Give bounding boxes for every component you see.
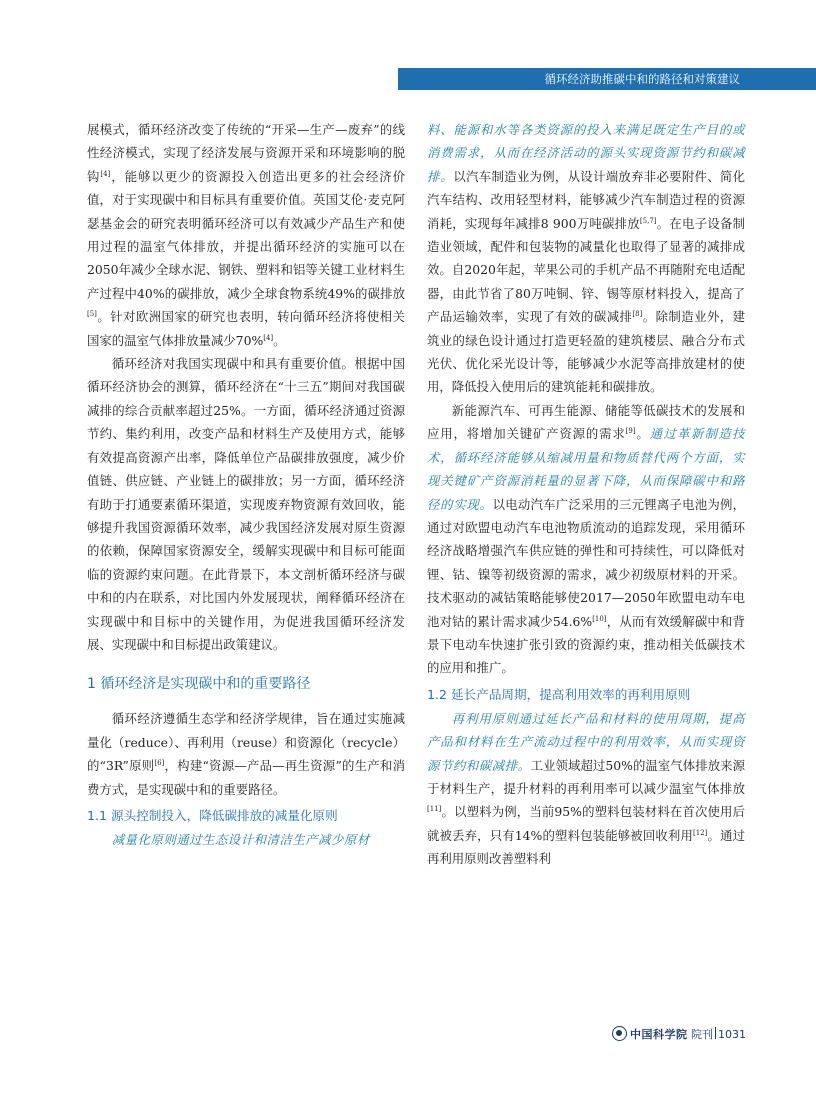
citation: [10] [592,614,607,623]
footer [612,1024,746,1046]
citation: [5] [87,310,97,319]
paragraph: 再利用原则通过延长产品和材料的使用周期，提高产品和材料在生产流动过程中的利用效率，从而实现资源节约和碳减排。工业领域超过50%的温室气体排放来源于材料生产，提升材料的再利用率可以减少温室气体排放[11]。以塑料为例，当前95%的塑料包装材料在首次使用后就被丢弃，只有14%的塑料包装能够被回收利用[12]。通过再利用原则改善塑料利 [427,710,746,867]
citation: [9] [625,427,636,436]
paragraph: 新能源汽车、可再生能源、储能等低碳技术的发展和应用，将增加关键矿产资源的需求[9]。通过革新制造技术，循环经济能够从缩减用量和物质替代两个方面，实现关键矿产资源消耗量的显著下降，从而保障碳中和路径的实现。以电动汽车广泛采用的三元锂离子电池为例，通过对欧盟电动汽车电池物质流动的追踪发现，采用循环经济战略增强汽车供应链的弹性和可持续性，可以降低对锂、钴、镍等初级资源的需求，减少初级原材料的开采。技术驱动的减钴策略能够使2017—2050年欧盟电动车电池对钴的累计需求减少54.6%[10]，从而有效缓解碳中和背景下电动车快速扩张引致的资源约束，推动相关低碳技术的应用和推广。 [427,402,746,676]
citation: [6] [154,759,165,768]
highlight-text: 减量化原则通过生态设计和清洁生产减少原材 [111,831,370,847]
citation: [12] [693,828,708,837]
citation: [8] [632,310,643,319]
citation: [4] [263,333,274,342]
paragraph: 展模式，循环经济改变了传统的“开采—生产—废弃”的线性经济模式，实现了经济发展与资源开采和环境影响的脱钩[4]，能够以更少的资源投入创造出更多的社会经济价值，对于实现碳中和目标具有重要价值。英国艾伦·麦克阿瑟基金会的研究表明循环经济可以有效减少产品生产和使用过程的温室气体排放，并提出循环经济的实施可以在2050年减少全球水泥、钢铁、塑料和铝等关键工业材料生产过程中40%的碳排放，减少全球食物系统49%的碳排放[5]。针对欧洲国家的研究也表明，转向循环经济将使相关国家的温室气体排放量减少70%[4]。 [87,122,406,348]
paragraph [87,828,405,851]
divider [715,1027,716,1039]
paragraph: 料、能源和水等各类资源的投入来满足既定生产目的或消费需求，从而在经济活动的源头实现资源节约和碳减排。以汽车制造业为例，从设计端放弃非必要附件、简化汽车结构、改用轻型材料，能够减少汽车制造过程的资源消耗，实现每年减排8 900万吨碳排放[5,7]。在电子设备制造业领域，配件和包装物的减量化也取得了显著的减排成效。自2020年起，苹果公司的手机产品不再随附充电适配器，由此节省了80万吨铜、锌、锡等原材料投入，提高了产品运输效率，实现了有效的碳减排[8]。除制造业外，建筑业的绿色设计通过打造更轻盈的建筑楼层、融合分布式光伏、优化采光设计等，能够减少水泥等高排放建材的使用，降低投入使用后的建筑能耗和碳排放。 [427,122,746,395]
page-number: 1031 [718,1028,746,1041]
citation: [11] [427,805,442,814]
journal-label: 院刊 [691,1028,713,1041]
highlight-text: 料、能源和水等各类资源的投入来满足既定生产目的或消费需求，从而在经济活动的源头实现资源节约和碳减排。 [427,122,745,184]
subsection-heading-1-1: 1.1 源头控制投入，降低碳排放的减量化原则 [87,807,338,823]
paragraph: 循环经济对我国实现碳中和具有重要价值。根据中国循环经济协会的测算，循环经济在“十三五”期间对我国碳减排的综合贡献率超过25%。一方面，循环经济通过资源节约、集约利用，改变产品和材料生产及使用方式，能够有效提高资源产出率，降低单位产品碳排放强度，减少价值链、供应链、产业链上的碳排放；另一方面，循环经济有助于打通要素循环渠道，实现废弃物资源有效回收，能够提升我国资源循环效率，减少我国经济发展对原生资源的依赖，保障国家资源安全，缓解实现碳中和目标可能面临的资源约束问题。在此背景下，本文剖析循环经济与碳中和的内在联系，对比国内外发展现状，阐释循环经济在实现碳中和目标中的关键作用，为促进我国循环经济发展、实现碳中和目标提出政策建议。 [87,356,405,652]
running-header-title: 循环经济助推碳中和的路径和对策建议 [544,72,740,86]
highlight-text: 再利用原则通过延长产品和材料的使用周期，提高产品和材料在生产流动过程中的利用效率，从而实现资源节约和碳减排。 [427,710,745,773]
journal-name: 中国科学院 [630,1028,688,1041]
paragraph: 循环经济遵循生态学和经济学规律，旨在通过实施减量化（reduce）、再利用（reuse）和资源化（recycle）的“3R”原则[6]，构建“资源—产品—再生资源”的生产和消费方式，是实现碳中和的重要路径。 [87,711,405,797]
header-tab [743,68,816,90]
left-column [87,118,405,851]
citation: [4] [100,169,111,178]
highlight-text: 通过革新制造技术，循环经济能够从缩减用量和物质替代两个方面，实现关键矿产资源消耗量的显著下降，从而保障碳中和路径的实现。 [427,426,746,512]
cas-logo-icon [612,1026,627,1041]
subsection-heading-1-2: 1.2 延长产品周期，提高利用效率的再利用原则 [427,686,691,702]
right-column [427,118,745,871]
citation: [5,7] [639,216,657,225]
section-heading-1: 1 循环经济是实现碳中和的重要路径 [87,676,311,693]
